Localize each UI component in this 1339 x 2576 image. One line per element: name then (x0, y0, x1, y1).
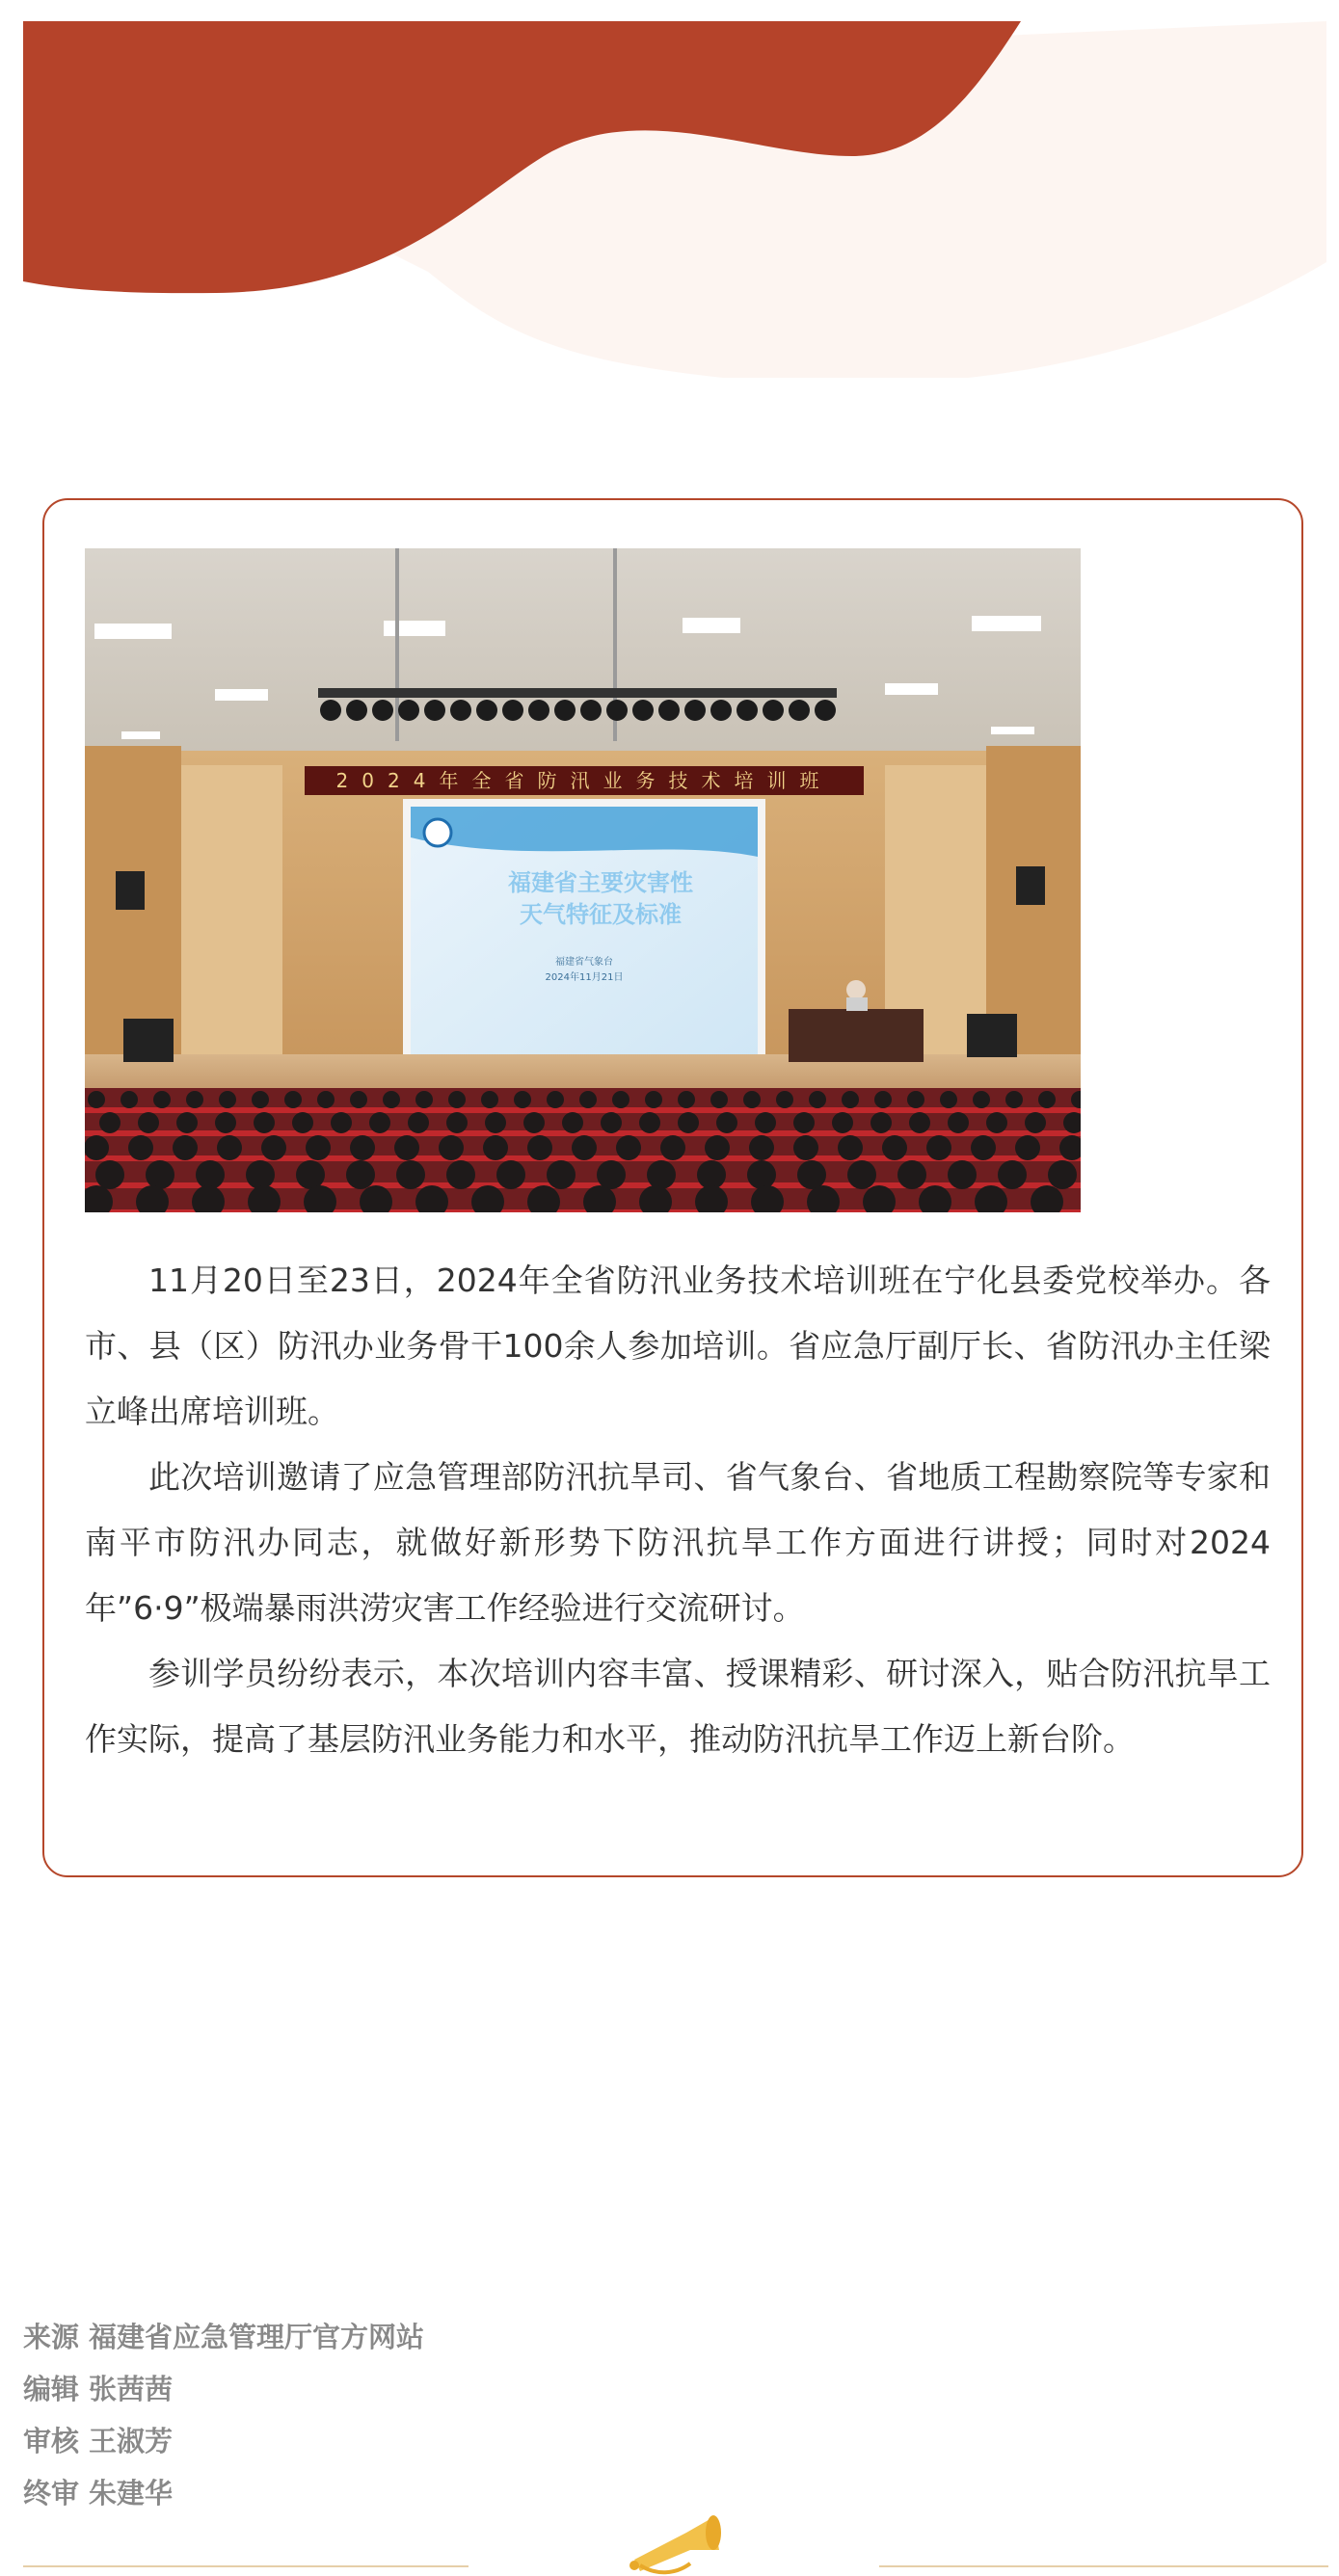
paragraph-3: 参训学员纷纷表示，本次培训内容丰富、授课精彩、研讨深入，贴合防汛抗旱工作实际，提高了基层防汛业务能力和水平，推动防汛抗旱工作迈上新台阶。 (85, 1655, 1271, 1758)
credit-reviewer (23, 2415, 794, 2467)
footer-divider-left (23, 2565, 469, 2567)
photo-slide-date: 2024年11月21日 (545, 972, 624, 983)
header-wave-decoration (23, 21, 1326, 378)
credit-value: 朱建华 (89, 2477, 174, 2510)
credit-label: 来源 (23, 2321, 80, 2353)
credit-editor (23, 2363, 794, 2415)
credits (23, 2311, 794, 2519)
credit-value: 福建省应急管理厅官方网站 (89, 2321, 425, 2353)
article-body (85, 1248, 1271, 1772)
footer-divider-right (879, 2565, 1328, 2567)
credit-label: 终审 (23, 2477, 80, 2510)
paragraph-2: 此次培训邀请了应急管理部防汛抗旱司、省气象台、省地质工程勘察院等专家和南平市防汛办同志，就做好新形势下防汛抗旱工作方面进行讲授；同时对2024年”6·9”极端暴雨洪涝灾害工作经验进行交流研讨。 (85, 1458, 1271, 1627)
credit-source (23, 2311, 794, 2363)
credit-value: 张茜茜 (89, 2373, 174, 2405)
article-card (42, 498, 1303, 1877)
photo-banner-text: 2024年全省防汛业务技术培训班 (335, 769, 833, 792)
trumpet-icon (627, 2511, 723, 2576)
credit-label: 审核 (23, 2425, 80, 2457)
photo-slide-title-1: 福建省主要灾害性 (508, 869, 693, 896)
photo-slide-org: 福建省气象台 (555, 957, 613, 968)
lecture-hall-photo (85, 548, 1081, 1212)
paragraph-1: 11月20日至23日，2024年全省防汛业务技术培训班在宁化县委党校举办。各市、县（区）防汛办业务骨干100余人参加培训。省应急厅副厅长、省防汛办主任梁立峰出席培训班。 (85, 1261, 1271, 1430)
credit-value: 王淑芳 (89, 2425, 174, 2457)
credit-label: 编辑 (23, 2373, 80, 2405)
photo-slide-title-2: 天气特征及标准 (520, 901, 682, 928)
